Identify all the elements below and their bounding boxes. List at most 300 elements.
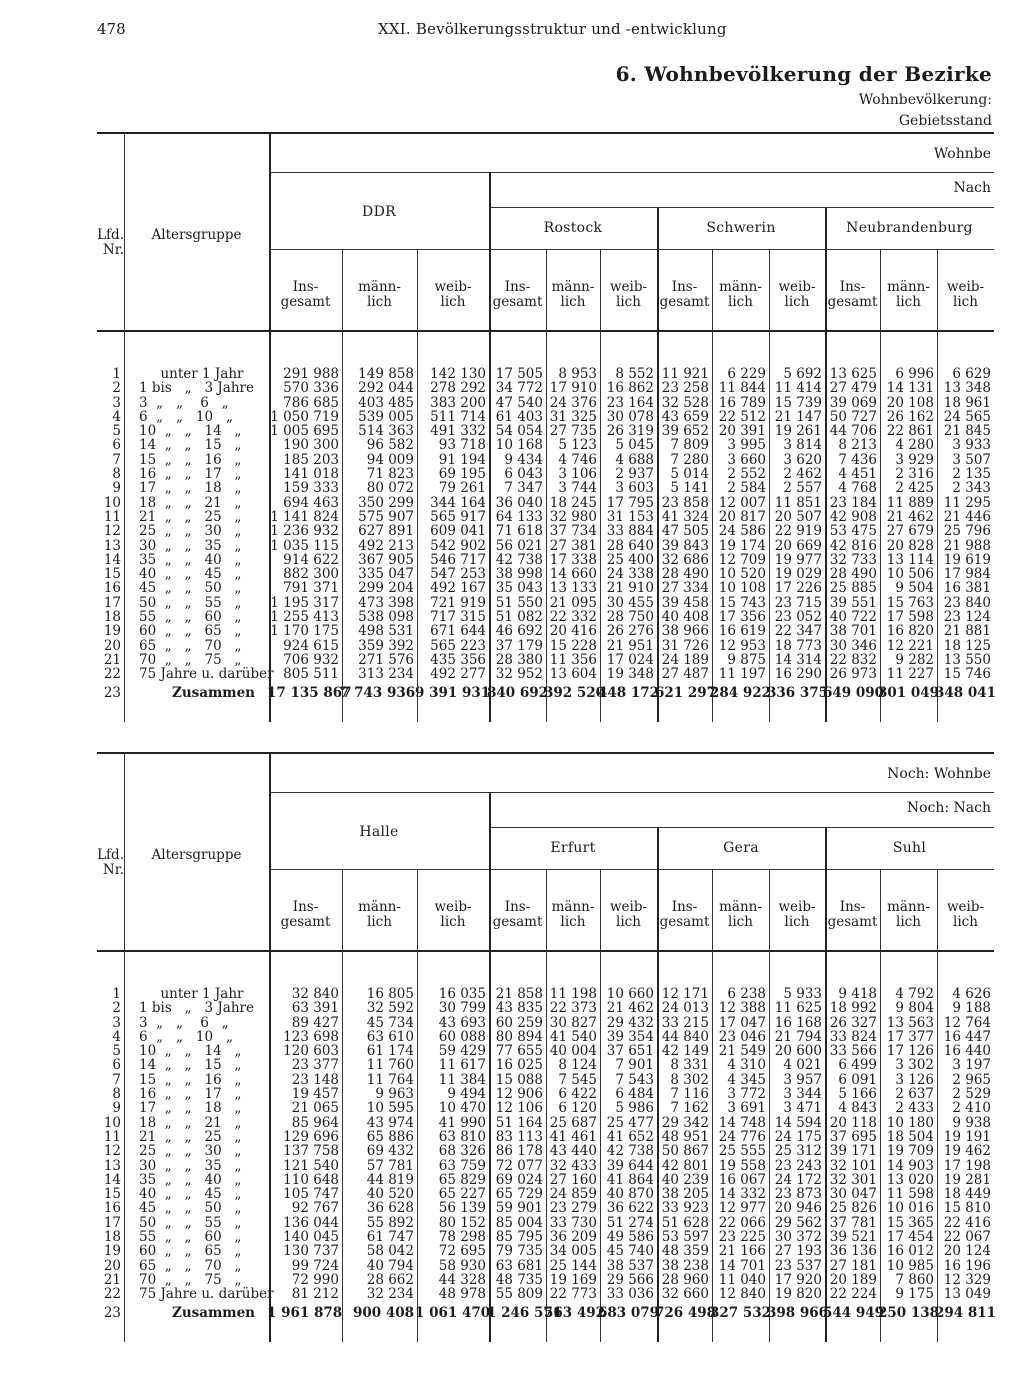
- data-cell: 7 809: [670, 437, 709, 454]
- subheader-m-line1-col-11: männ-: [887, 899, 930, 915]
- age-group-label: 35 „ „ 40 „: [139, 551, 242, 568]
- total-label: Zusammen: [172, 1305, 255, 1321]
- data-cell: 17 226: [774, 580, 822, 597]
- data-cell: 786 685: [283, 394, 339, 411]
- data-cell: 1 035 115: [270, 537, 339, 554]
- data-cell: 12 906: [495, 1086, 543, 1103]
- subheader-m-line2-col-11: lich: [896, 294, 921, 310]
- data-cell: 37 734: [549, 523, 597, 540]
- data-cell: 50 727: [829, 408, 877, 425]
- data-cell: 1 050 719: [270, 408, 339, 425]
- age-group-label: 14 „ „ 15 „: [139, 1057, 242, 1074]
- data-cell: 291 988: [283, 366, 339, 382]
- data-cell: 359 392: [358, 637, 414, 654]
- data-cell: 28 490: [829, 566, 877, 583]
- data-cell: 435 356: [430, 651, 486, 668]
- data-cell: 44 706: [829, 423, 877, 440]
- data-cell: 121 540: [283, 1157, 339, 1174]
- data-cell: 10 016: [886, 1200, 934, 1217]
- data-cell: 19 462: [943, 1143, 991, 1160]
- data-cell: 9 188: [952, 1000, 991, 1017]
- data-cell: 3 106: [558, 466, 597, 483]
- data-cell: 2 584: [727, 480, 766, 497]
- data-cell: 16 619: [718, 623, 766, 640]
- data-column-11: [880, 367, 934, 682]
- data-cell: 4 021: [783, 1057, 822, 1074]
- data-cell: 37 179: [495, 637, 543, 654]
- header-lfd: Lfd.: [97, 227, 124, 243]
- row-number: 1: [112, 986, 121, 1002]
- row-number: 19: [103, 623, 121, 640]
- data-cell: 141 018: [283, 466, 339, 483]
- data-cell: 136 044: [283, 1214, 339, 1231]
- total-label: Zusammen: [172, 685, 255, 701]
- subheader-ins-line2-col-4: gesamt: [492, 294, 543, 310]
- data-column-3: [417, 987, 486, 1302]
- data-column-2: [342, 367, 414, 682]
- data-column-5: [546, 987, 597, 1302]
- total-cell-12: 348 041: [935, 685, 997, 701]
- data-cell: 7 543: [615, 1071, 654, 1088]
- row-number: 15: [103, 1186, 121, 1203]
- data-cell: 492 213: [358, 537, 414, 554]
- data-cell: 59 429: [438, 1043, 486, 1060]
- data-cell: 2 462: [783, 466, 822, 483]
- data-cell: 55 809: [495, 1286, 543, 1303]
- subheader-m-line2-col-2: lich: [367, 914, 392, 930]
- row-number: 5: [112, 1043, 121, 1060]
- data-column-4: [489, 367, 543, 682]
- data-cell: 20 600: [774, 1043, 822, 1060]
- age-group-label: 75 Jahre u. darüber: [139, 666, 274, 683]
- data-cell: 924 615: [283, 637, 339, 654]
- age-group-label: 10 „ „ 14 „: [139, 423, 242, 440]
- data-cell: 94 009: [366, 451, 414, 468]
- subheader-w-line1-col-3: weib-: [434, 899, 472, 915]
- data-cell: 190 300: [283, 437, 339, 454]
- data-cell: 22 832: [829, 651, 877, 668]
- data-cell: 30 047: [829, 1186, 877, 1203]
- data-cell: 514 363: [358, 423, 414, 440]
- age-group-label: 55 „ „ 60 „: [139, 609, 242, 626]
- header-nr: Nr.: [102, 862, 124, 878]
- data-cell: 43 440: [549, 1143, 597, 1160]
- data-cell: 65 227: [438, 1186, 486, 1203]
- data-cell: 2 425: [895, 480, 934, 497]
- data-cell: 25 144: [549, 1257, 597, 1274]
- data-cell: 11 198: [549, 986, 597, 1002]
- data-cell: 24 338: [606, 566, 654, 583]
- subtitle-population: Wohnbevölkerung:: [858, 92, 992, 108]
- subheader-m-line1-col-11: männ-: [887, 279, 930, 295]
- data-cell: 12 171: [661, 986, 709, 1002]
- data-cell: 16 805: [366, 986, 414, 1002]
- age-group-label: 70 „ „ 75 „: [139, 1271, 242, 1288]
- data-cell: 10 168: [495, 437, 543, 454]
- data-cell: 498 531: [358, 623, 414, 640]
- data-cell: 32 733: [829, 551, 877, 568]
- data-cell: 20 391: [718, 423, 766, 440]
- data-cell: 13 604: [549, 666, 597, 683]
- data-cell: 19 281: [943, 1171, 991, 1188]
- data-cell: 29 566: [606, 1271, 654, 1288]
- data-cell: 28 960: [661, 1271, 709, 1288]
- row-number: 11: [103, 1128, 121, 1145]
- data-column-8: [712, 987, 766, 1302]
- subheader-ins-line2-col-4: gesamt: [492, 914, 543, 930]
- data-column-11: [880, 987, 934, 1302]
- data-cell: 6 996: [895, 366, 934, 382]
- group-header-4: Neubrandenburg: [846, 220, 973, 236]
- total-cell-9: 398 966: [767, 1305, 829, 1321]
- subheader-m-line2-col-11: lich: [896, 914, 921, 930]
- data-cell: 38 238: [661, 1257, 709, 1274]
- data-cell: 15 739: [774, 394, 822, 411]
- data-cell: 56 021: [495, 537, 543, 554]
- data-cell: 61 174: [366, 1043, 414, 1060]
- row-number: 13: [103, 1157, 121, 1174]
- data-cell: 43 974: [366, 1114, 414, 1131]
- data-cell: 1 170 175: [270, 623, 339, 640]
- data-cell: 10 520: [718, 566, 766, 583]
- header-continuation-1: Noch: Wohnbe: [887, 766, 991, 782]
- data-cell: 21 065: [291, 1100, 339, 1117]
- data-cell: 31 153: [606, 508, 654, 525]
- data-cell: 11 598: [886, 1186, 934, 1203]
- data-cell: 13 020: [886, 1171, 934, 1188]
- data-cell: 65 829: [438, 1171, 486, 1188]
- data-cell: 16 067: [718, 1171, 766, 1188]
- data-cell: 2 529: [952, 1086, 991, 1103]
- header-rule-level-1: [269, 792, 994, 793]
- data-cell: 38 701: [829, 623, 877, 640]
- data-cell: 11 889: [886, 494, 934, 511]
- data-cell: 49 586: [606, 1229, 654, 1246]
- data-cell: 575 907: [358, 508, 414, 525]
- age-group-column: [139, 366, 274, 683]
- data-column-1: [269, 367, 339, 682]
- data-cell: 6 484: [615, 1086, 654, 1103]
- row-number: 21: [103, 1271, 121, 1288]
- data-cell: 45 740: [606, 1243, 654, 1260]
- data-cell: 40 004: [549, 1043, 597, 1060]
- data-cell: 565 223: [430, 637, 486, 654]
- data-cell: 92 767: [291, 1200, 339, 1217]
- data-cell: 43 659: [661, 408, 709, 425]
- data-cell: 6 499: [838, 1057, 877, 1074]
- data-cell: 91 194: [438, 451, 486, 468]
- data-cell: 2 316: [895, 466, 934, 483]
- total-cell-7: 726 498: [655, 1305, 717, 1321]
- subheader-w-line1-col-3: weib-: [434, 279, 472, 295]
- age-group-label: 14 „ „ 15 „: [139, 437, 242, 454]
- subheader-m-line2-col-2: lich: [367, 294, 392, 310]
- age-group-label: 1 bis „ 3 Jahre: [139, 1000, 254, 1017]
- data-cell: 18 773: [774, 637, 822, 654]
- data-cell: 10 108: [718, 580, 766, 597]
- data-cell: 48 978: [438, 1286, 486, 1303]
- data-cell: 4 345: [727, 1071, 766, 1088]
- row-number: 6: [112, 437, 121, 454]
- data-cell: 7 436: [838, 451, 877, 468]
- data-cell: 27 160: [549, 1171, 597, 1188]
- data-cell: 5 986: [615, 1100, 654, 1117]
- data-cell: 292 044: [358, 380, 414, 397]
- data-cell: 33 884: [606, 523, 654, 540]
- subheader-ins-line2-col-7: gesamt: [659, 294, 710, 310]
- data-cell: 9 494: [447, 1086, 486, 1103]
- data-cell: 24 376: [549, 394, 597, 411]
- data-cell: 48 359: [661, 1243, 709, 1260]
- data-cell: 367 905: [358, 551, 414, 568]
- row-number: 7: [112, 1071, 121, 1088]
- data-cell: 18 449: [943, 1186, 991, 1203]
- data-cell: 26 162: [886, 408, 934, 425]
- data-cell: 18 992: [829, 1000, 877, 1017]
- data-cell: 12 709: [718, 551, 766, 568]
- data-cell: 9 804: [895, 1000, 934, 1017]
- total-cell-6: 683 079: [598, 1305, 660, 1321]
- data-cell: 2 410: [952, 1100, 991, 1117]
- data-cell: 20 828: [886, 537, 934, 554]
- data-cell: 72 990: [291, 1271, 339, 1288]
- data-cell: 11 617: [438, 1057, 486, 1074]
- total-cell-1: 1 961 878: [267, 1305, 343, 1321]
- header-altersgruppe: Altersgruppe: [151, 227, 242, 243]
- age-group-label: 50 „ „ 55 „: [139, 1214, 242, 1231]
- header-continuation-1: Wohnbe: [933, 146, 991, 162]
- data-cell: 882 300: [283, 566, 339, 583]
- data-column-10: [825, 987, 877, 1302]
- data-cell: 105 747: [283, 1186, 339, 1203]
- row-number: 9: [112, 480, 121, 497]
- row-number: 3: [112, 1014, 121, 1031]
- data-cell: 27 334: [661, 580, 709, 597]
- data-cell: 43 835: [495, 1000, 543, 1017]
- data-cell: 36 622: [606, 1200, 654, 1217]
- row-number: 4: [112, 1028, 121, 1045]
- data-cell: 23 148: [291, 1071, 339, 1088]
- data-cell: 30 455: [606, 594, 654, 611]
- age-group-label: 50 „ „ 55 „: [139, 594, 242, 611]
- data-cell: 7 347: [504, 480, 543, 497]
- data-cell: 36 040: [495, 494, 543, 511]
- row-number: 17: [103, 594, 121, 611]
- data-column-9: [769, 987, 822, 1302]
- data-cell: 16 012: [886, 1243, 934, 1260]
- data-cell: 23 873: [774, 1186, 822, 1203]
- subheader-ins-line1-col-7: Ins-: [671, 279, 698, 295]
- data-cell: 68 326: [438, 1143, 486, 1160]
- data-cell: 17 356: [718, 609, 766, 626]
- data-cell: 20 817: [718, 508, 766, 525]
- group-header-1: Halle: [359, 824, 399, 840]
- data-cell: 17 505: [495, 366, 543, 382]
- data-cell: 13 348: [943, 380, 991, 397]
- data-cell: 3 772: [727, 1086, 766, 1103]
- data-cell: 44 819: [366, 1171, 414, 1188]
- data-cell: 83 113: [495, 1128, 543, 1145]
- data-cell: 32 952: [495, 666, 543, 683]
- data-cell: 72 695: [438, 1243, 486, 1260]
- data-cell: 11 384: [438, 1071, 486, 1088]
- data-cell: 58 042: [366, 1243, 414, 1260]
- data-cell: 40 520: [366, 1186, 414, 1203]
- row-number: 22: [103, 1286, 121, 1303]
- data-cell: 14 314: [774, 651, 822, 668]
- data-cell: 56 139: [438, 1200, 486, 1217]
- data-cell: 10 985: [886, 1257, 934, 1274]
- data-cell: 491 332: [430, 423, 486, 440]
- data-cell: 20 669: [774, 537, 822, 554]
- total-cell-10: 649 090: [823, 685, 885, 701]
- data-cell: 6 091: [838, 1071, 877, 1088]
- age-group-label: 6 „ „ 10 „: [139, 1028, 233, 1045]
- data-cell: 278 292: [430, 380, 486, 397]
- data-cell: 11 625: [774, 1000, 822, 1017]
- data-cell: 14 131: [886, 380, 934, 397]
- data-cell: 140 045: [283, 1229, 339, 1246]
- data-cell: 46 692: [495, 623, 543, 640]
- data-cell: 4 280: [895, 437, 934, 454]
- age-group-label: 6 „ „ 10 „: [139, 408, 233, 425]
- data-cell: 22 067: [943, 1229, 991, 1246]
- row-number: 16: [103, 580, 121, 597]
- data-cell: 12 329: [943, 1271, 991, 1288]
- data-cell: 19 191: [943, 1128, 991, 1145]
- data-cell: 63 810: [438, 1128, 486, 1145]
- age-group-label: 70 „ „ 75 „: [139, 651, 242, 668]
- data-cell: 130 737: [283, 1243, 339, 1260]
- age-group-label: 17 „ „ 18 „: [139, 480, 242, 497]
- data-cell: 8 213: [838, 437, 877, 454]
- data-cell: 14 660: [549, 566, 597, 583]
- data-cell: 53 475: [829, 523, 877, 540]
- data-cell: 2 343: [952, 480, 991, 497]
- age-group-label: 1 bis „ 3 Jahre: [139, 380, 254, 397]
- data-cell: 25 400: [606, 551, 654, 568]
- group-header-2: Erfurt: [550, 840, 596, 856]
- row-number: 1: [112, 366, 121, 382]
- subheader-ins-line1-col-4: Ins-: [504, 279, 531, 295]
- data-column-6: [600, 367, 654, 682]
- data-cell: 22 773: [549, 1286, 597, 1303]
- subheader-ins-line2-col-10: gesamt: [827, 294, 878, 310]
- data-cell: 16 381: [943, 580, 991, 597]
- row-number: 8: [112, 466, 121, 483]
- data-cell: 11 295: [943, 494, 991, 511]
- total-cell-2: 900 408: [352, 1305, 414, 1321]
- data-column-8: [712, 367, 766, 682]
- data-cell: 10 506: [886, 566, 934, 583]
- subtitle-territory: Gebietsstand: [898, 113, 992, 129]
- subheader-m-line1-col-8: männ-: [719, 899, 762, 915]
- data-cell: 27 381: [549, 537, 597, 554]
- age-group-label: 18 „ „ 21 „: [139, 494, 242, 511]
- data-cell: 10 470: [438, 1100, 486, 1117]
- row-number: 21: [103, 651, 121, 668]
- data-cell: 11 197: [718, 666, 766, 683]
- data-cell: 4 451: [838, 466, 877, 483]
- data-cell: 41 461: [549, 1128, 597, 1145]
- data-cell: 28 750: [606, 609, 654, 626]
- data-cell: 8 302: [670, 1071, 709, 1088]
- age-group-label: 17 „ „ 18 „: [139, 1100, 242, 1117]
- data-cell: 13 550: [943, 651, 991, 668]
- data-cell: 22 416: [943, 1214, 991, 1231]
- data-cell: 17 454: [886, 1229, 934, 1246]
- subheader-w-line2-col-6: lich: [616, 914, 641, 930]
- data-cell: 35 043: [495, 580, 543, 597]
- data-cell: 32 301: [829, 1171, 877, 1188]
- row-number: 19: [103, 1243, 121, 1260]
- data-cell: 3 507: [952, 451, 991, 468]
- data-cell: 24 586: [718, 523, 766, 540]
- age-group-label: 30 „ „ 35 „: [139, 1157, 242, 1174]
- age-group-label: 30 „ „ 35 „: [139, 537, 242, 554]
- data-cell: 29 432: [606, 1014, 654, 1031]
- data-cell: 8 953: [558, 366, 597, 382]
- data-cell: 28 490: [661, 566, 709, 583]
- data-cell: 721 919: [430, 594, 486, 611]
- subheader-w-line2-col-3: lich: [440, 294, 466, 310]
- data-cell: 38 966: [661, 623, 709, 640]
- header-lfd: Lfd.: [97, 847, 124, 863]
- data-cell: 30 827: [549, 1014, 597, 1031]
- data-cell: 2 557: [783, 480, 822, 497]
- row-number: 11: [103, 508, 121, 525]
- data-cell: 22 224: [829, 1286, 877, 1303]
- data-cell: 85 964: [291, 1114, 339, 1131]
- data-cell: 19 457: [291, 1086, 339, 1103]
- data-cell: 27 479: [829, 380, 877, 397]
- subheader-ins-line1-col-1: Ins-: [292, 279, 319, 295]
- table-ddr-nord: [97, 132, 997, 722]
- data-cell: 23 184: [829, 494, 877, 511]
- data-cell: 53 597: [661, 1229, 709, 1246]
- data-cell: 22 919: [774, 523, 822, 540]
- age-group-label: 65 „ „ 70 „: [139, 1257, 242, 1274]
- data-cell: 96 582: [366, 437, 414, 454]
- data-cell: 36 628: [366, 1200, 414, 1217]
- data-cell: 64 133: [495, 508, 543, 525]
- data-cell: 41 864: [606, 1171, 654, 1188]
- subheader-ins-line2-col-1: gesamt: [280, 294, 331, 310]
- data-cell: 383 200: [430, 394, 486, 411]
- data-cell: 51 550: [495, 594, 543, 611]
- data-cell: 48 951: [661, 1128, 709, 1145]
- data-cell: 511 714: [430, 408, 486, 425]
- data-cell: 69 195: [438, 466, 486, 483]
- data-cell: 14 903: [886, 1157, 934, 1174]
- subheader-ins-line1-col-1: Ins-: [292, 899, 319, 915]
- row-number: 20: [103, 1257, 121, 1274]
- row-number: 6: [112, 1057, 121, 1074]
- data-cell: 17 910: [549, 380, 597, 397]
- data-cell: 31 726: [661, 637, 709, 654]
- data-cell: 30 346: [829, 637, 877, 654]
- data-cell: 19 261: [774, 423, 822, 440]
- data-column-12: [937, 367, 991, 682]
- data-cell: 27 193: [774, 1243, 822, 1260]
- age-group-label: unter 1 Jahr: [139, 986, 244, 1002]
- data-cell: 15 228: [549, 637, 597, 654]
- data-cell: 5 166: [838, 1086, 877, 1103]
- data-cell: 18 504: [886, 1128, 934, 1145]
- data-cell: 26 276: [606, 623, 654, 640]
- data-cell: 23 164: [606, 394, 654, 411]
- page-number: 478: [97, 20, 126, 38]
